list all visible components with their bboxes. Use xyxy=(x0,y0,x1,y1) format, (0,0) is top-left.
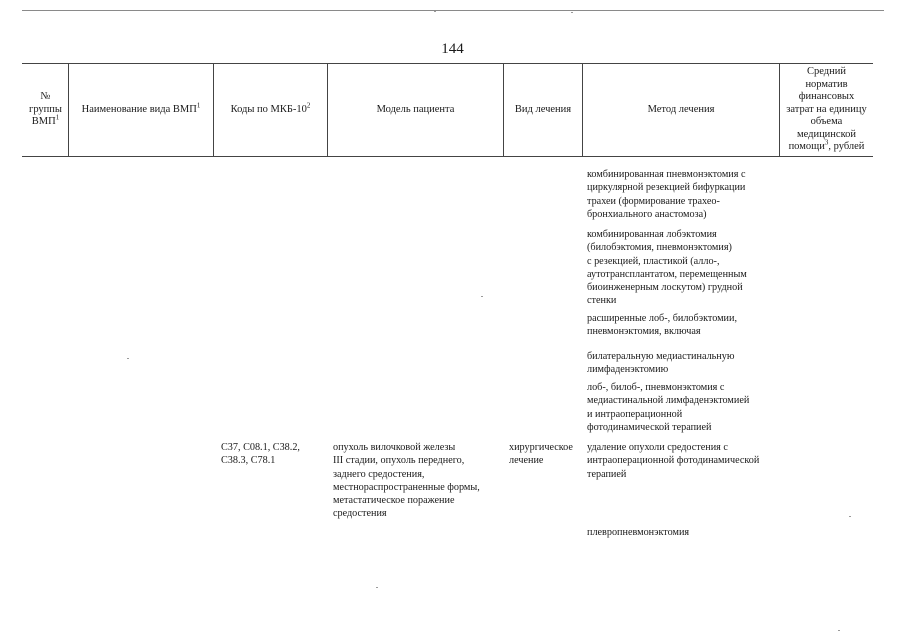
header-icd-codes: Коды по МКБ-$10^2$ xyxy=(230,101,311,115)
method-text: лоб-, билоб-, пневмонэктомия с медиастинальной лимфаденэктомией и интраоперационной фотодинамической терапией xyxy=(587,382,750,433)
method-text: удаление опухоли средостения с интраоперационной фотодинамической терапией xyxy=(587,442,760,480)
patient-model-cell: опухоль вилочковой железы III стадии, опухоль переднего, заднего средостения, местнораспространенные формы, метастатическое поражение средостения xyxy=(333,442,480,520)
treatment-type-cell: хирургическое лечение xyxy=(509,442,573,467)
scan-speck xyxy=(127,358,129,359)
scan-speck xyxy=(849,516,851,517)
header-treatment-type: Вид лечения xyxy=(514,103,572,115)
method-text: комбинированная пневмонэктомия с циркулярной резекцией бифуркации трахеи (формирование трахео- бронхиального анастомоза) xyxy=(587,169,746,220)
header-vmp-name: Наименование вида ВМП$^1$ xyxy=(81,101,201,115)
header-treatment-method: Метод лечения xyxy=(647,103,715,115)
method-text: расширенные лоб-, билобэктомии, пневмонэктомия, включая xyxy=(587,313,738,338)
scan-speck xyxy=(434,11,436,12)
header-cost-norm: Средний норматив финансовых затрат на единицу объема медицинской помощи$^3$, рублей xyxy=(786,66,867,153)
scan-speck xyxy=(481,296,483,297)
icd-codes-cell: C37, C08.1, C38.2, C38.3, C78.1 xyxy=(221,442,300,467)
scan-speck xyxy=(838,630,840,631)
method-text: комбинированная лобэктомия (билобэктомия, пневмонэктомия) с резекцией, пластикой (алло-, аутотрансплантатом, перемещенным биоинженерным лоскутом) грудной стенки xyxy=(587,229,747,307)
top-rule xyxy=(22,10,884,11)
method-text: билатеральную медиастинальную лимфаденэктомию xyxy=(587,351,735,376)
header-group-number: № группы ВМП$^1$ xyxy=(29,91,62,128)
header-patient-model: Модель пациента xyxy=(376,103,455,115)
method-text: плевропневмонэктомия xyxy=(587,527,690,538)
page-number: 144 xyxy=(441,41,464,57)
scan-speck xyxy=(571,12,573,13)
scan-speck xyxy=(376,587,378,588)
